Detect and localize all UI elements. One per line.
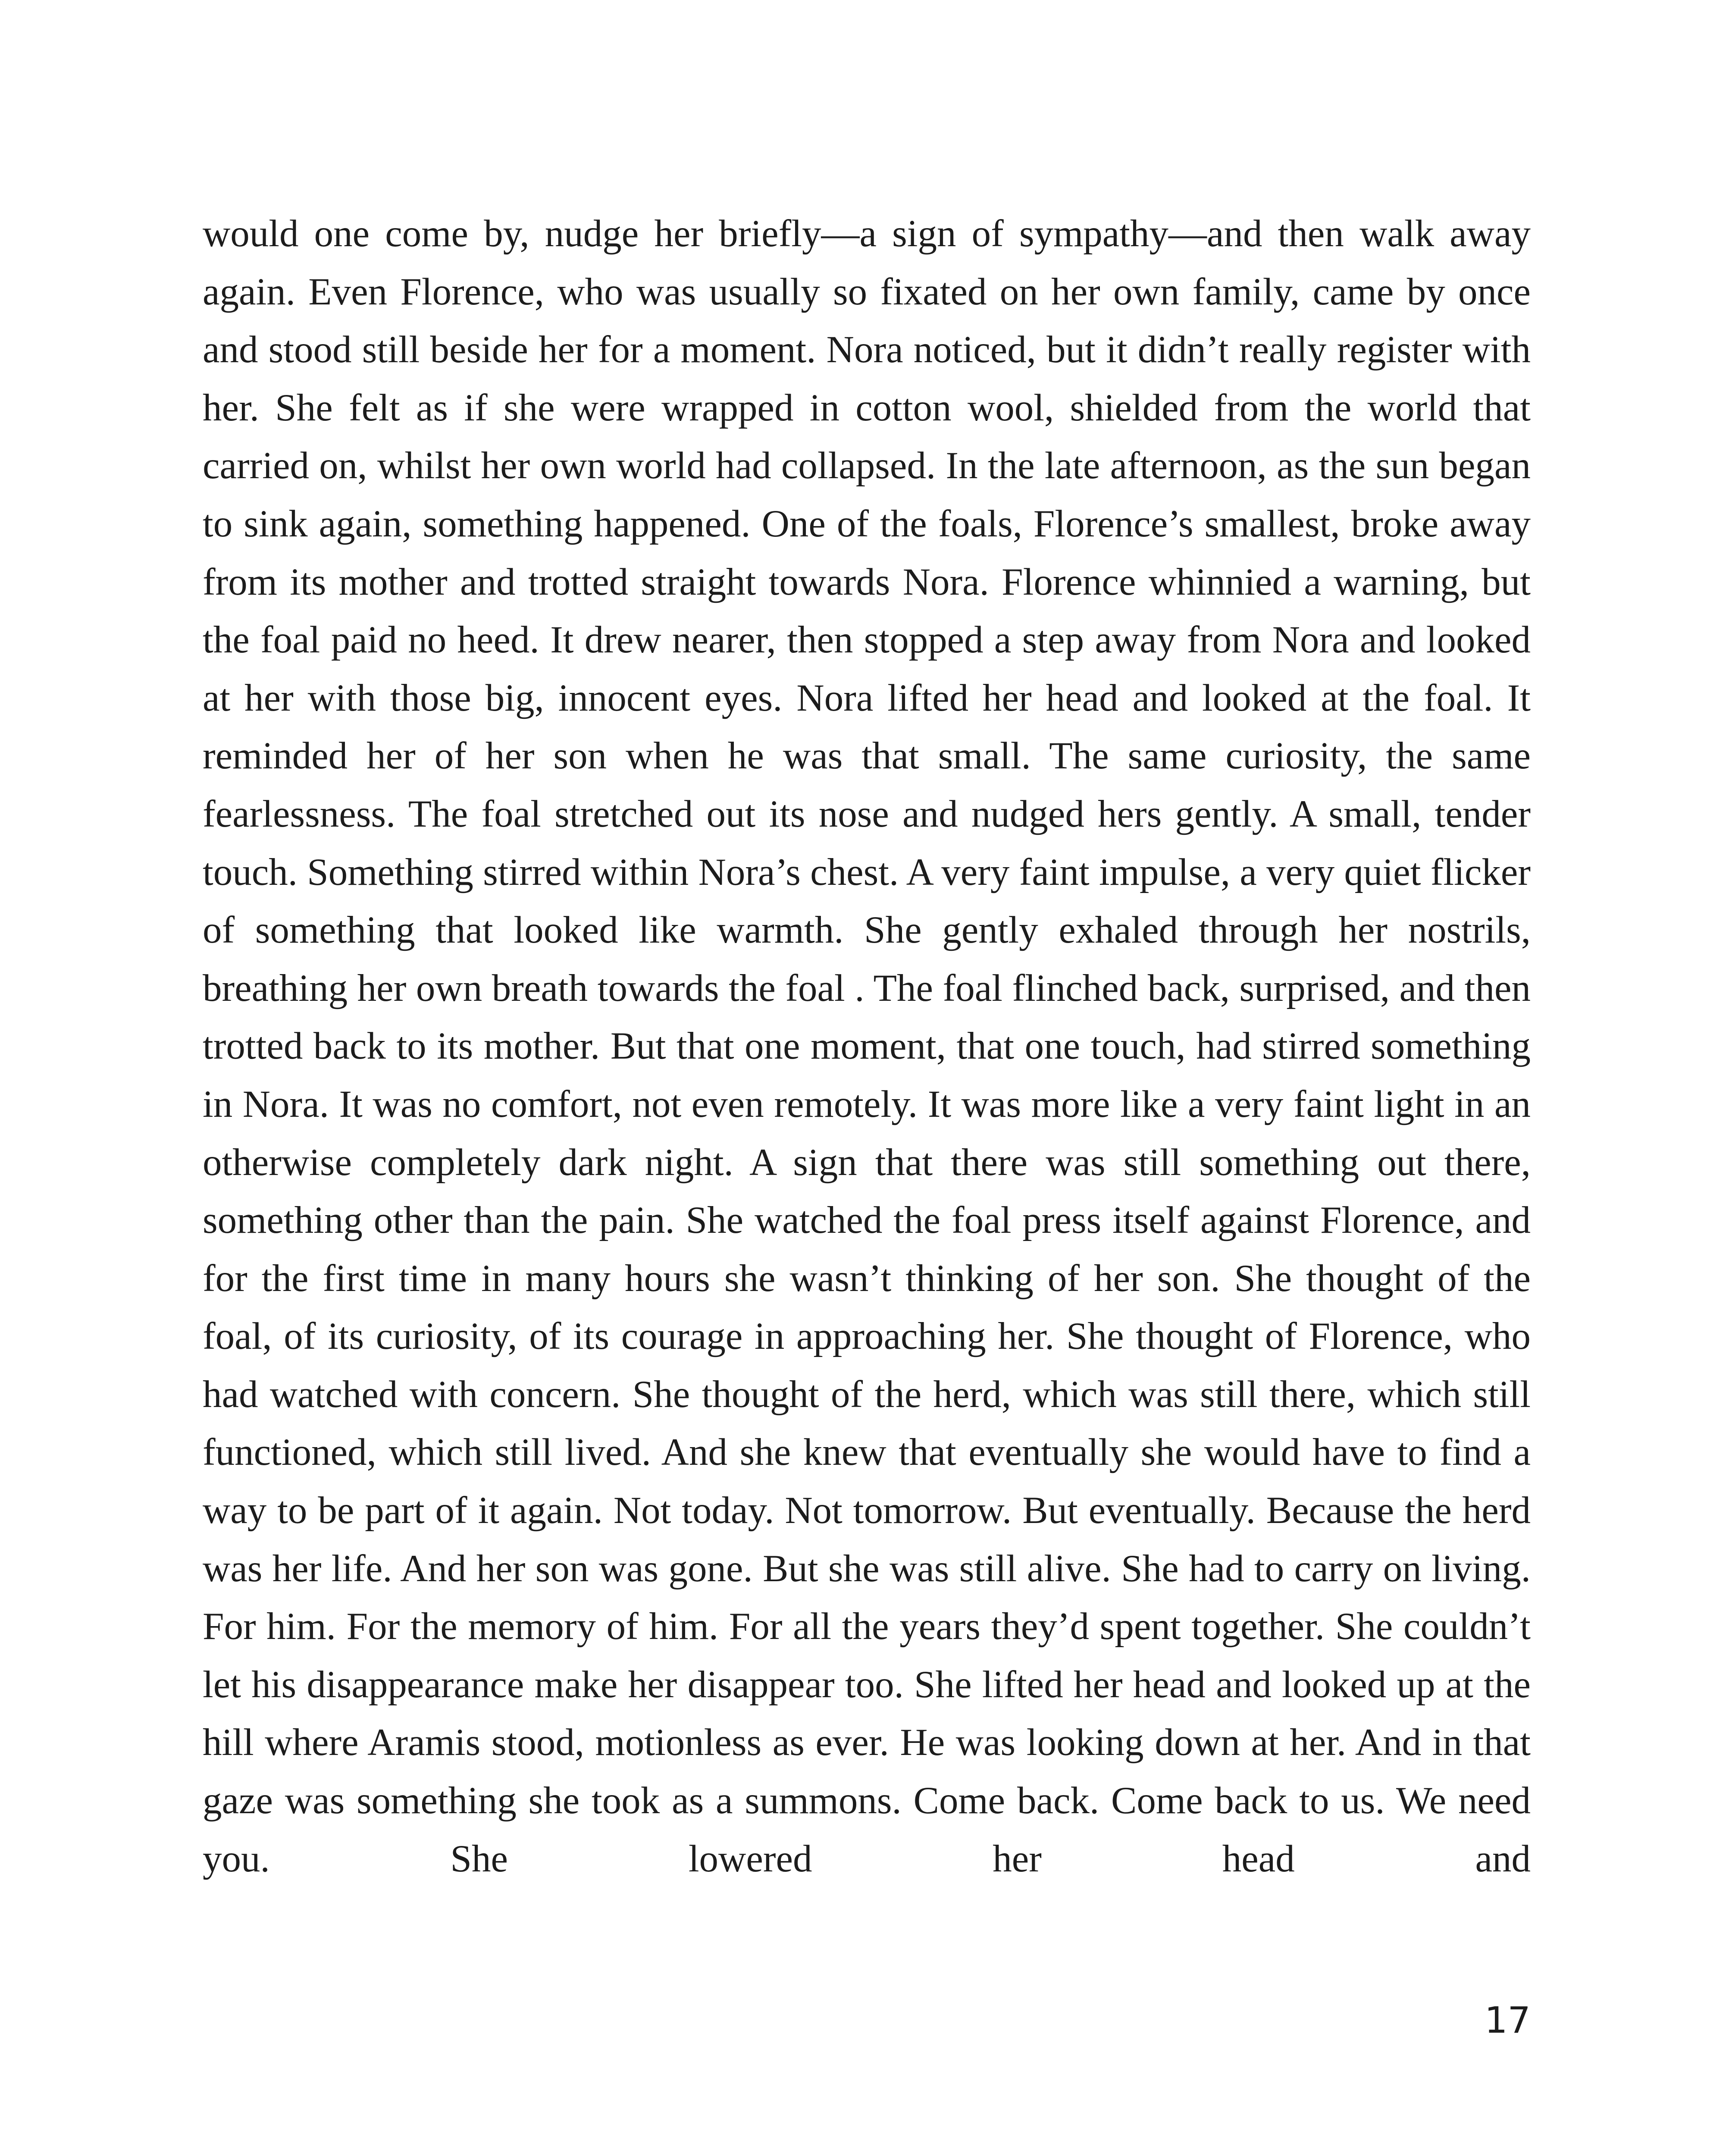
body-paragraph: would one come by, nudge her briefly—a sign of sympathy—and then walk away again. Even Florence, who was usually so fixated on her own family, came by once and stood still beside her for a moment. Nora noticed, but it didn’t really register with her. She felt as if she were wrapped in cotton wool, shielded from the world that carried on, whilst her own world had collapsed. In the late afternoon, as the sun began to sink again, something happened. One of the foals, Florence’s smallest, broke away from its mother and trotted straight towards Nora. Florence whinnied a warning, but the foal paid no heed. It drew nearer, then stopped a step away from Nora and looked at her with those big, innocent eyes. Nora lifted her head and looked at the foal. It reminded her of her son when he was that small. The same curiosity, the same fearlessness. The foal stretched out its nose and nudged hers gently. A small, tender touch. Something stirred within Nora’s chest. A very faint impulse, a very quiet flicker of something that looked like warmth. She gently exhaled through her nostrils, breathing her own breath towards the foal . The foal flinched back, surprised, and then trotted back to its mother. But that one moment, that one touch, had stirred something in Nora. It was no comfort, not even remotely. It was more like a very faint light in an otherwise completely dark night. A sign that there was still something out there, something other than the pain. She watched the foal press itself against Florence, and for the first time in many hours she wasn’t thinking of her son. She thought of the foal, of its curiosity, of its courage in approaching her. She thought of Florence, who had watched with concern. She thought of the herd, which was still there, which still functioned, which still lived. And she knew that eventually she would have to find a way to be part of it again. Not today. Not tomorrow. But eventually. Because the herd was her life. And her son was gone. But she was still alive. She had to carry on living. For him. For the memory of him. For all the years they’d spent together. She couldn’t let his disappearance make her disappear too. She lifted her head and looked up at the hill where Aramis stood, motionless as ever. He was looking down at her. And in that gaze was something she took as a summons. Come back. Come back to us. We need you. She lowered her head and [203,213,1531,1880]
page-number: 17 [1485,1999,1531,2041]
